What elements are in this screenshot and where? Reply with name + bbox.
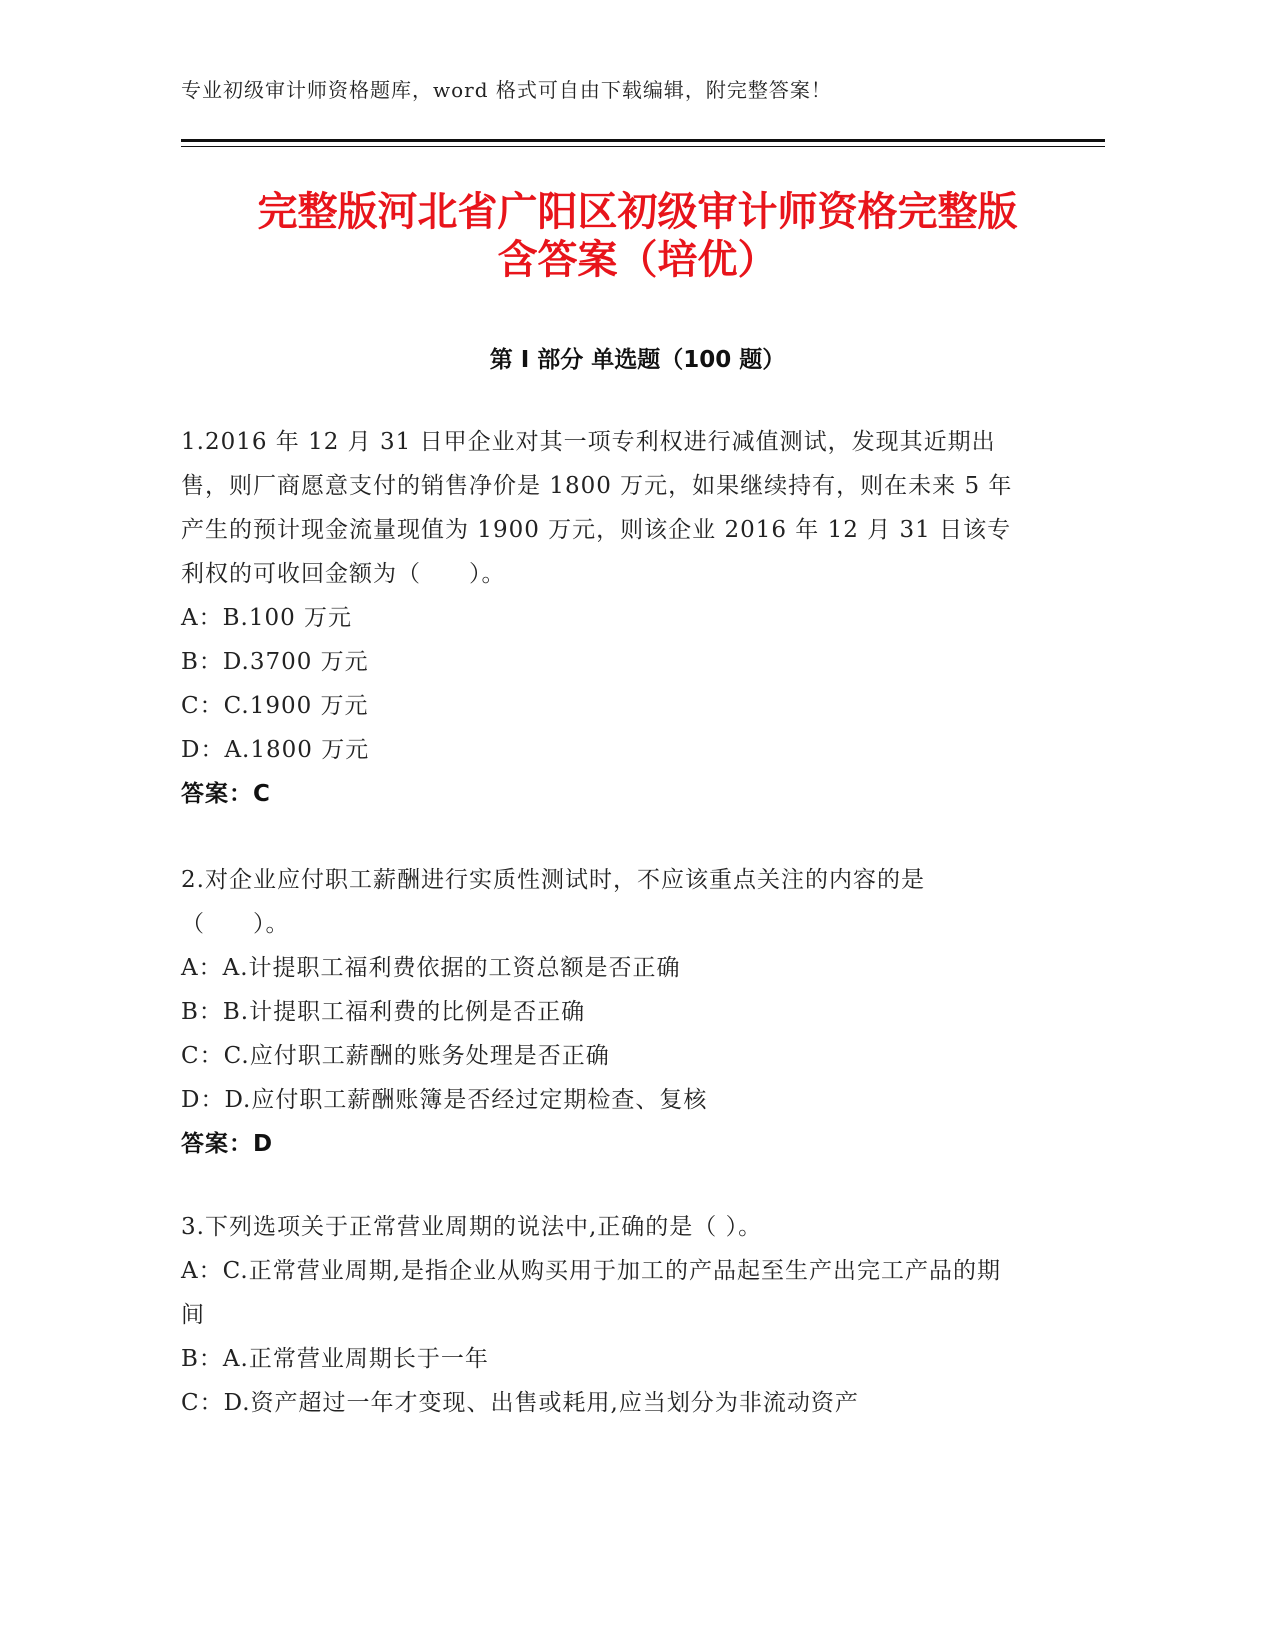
header-rule-thin xyxy=(181,146,1105,147)
section-heading: 第 I 部分 单选题（100 题） xyxy=(489,347,786,373)
option-b: B：A.正常营业周期长于一年 xyxy=(181,1346,489,1372)
question-text: 3.下列选项关于正常营业周期的说法中,正确的是（ ）。 xyxy=(181,1214,763,1240)
question-1 xyxy=(181,420,1021,816)
question-3 xyxy=(181,1205,1021,1425)
question-2 xyxy=(181,858,1021,1166)
option-b: B：D.3700 万元 xyxy=(181,649,369,675)
document-title xyxy=(150,188,1125,284)
option-a: A：A.计提职工福利费依据的工资总额是否正确 xyxy=(181,955,681,981)
answer: 答案：D xyxy=(181,1131,274,1157)
option-d: D：A.1800 万元 xyxy=(181,737,370,763)
option-c: C：C.1900 万元 xyxy=(181,693,369,719)
option-a: A：C.正常营业周期,是指企业从购买用于加工的产品起至生产出完工产品的期间 xyxy=(181,1258,1002,1328)
option-c: C：C.应付职工薪酬的账务处理是否正确 xyxy=(181,1043,610,1069)
question-text: 1.2016 年 12 月 31 日甲企业对其一项专利权进行减值测试，发现其近期出售，则厂商愿意支付的销售净价是 1800 万元，如果继续持有，则在未来 5 年产生的预计现金流量现值为 1900 万元，则该企业 2016 年 12 月 31 日该专利权的可收回金额为（ ）。 xyxy=(181,429,1013,587)
header-note: 专业初级审计师资格题库，word 格式可自由下载编辑，附完整答案！ xyxy=(181,78,832,102)
option-a: A：B.100 万元 xyxy=(181,605,353,631)
answer: 答案：C xyxy=(181,781,271,807)
title-line-1: 完整版河北省广阳区初级审计师资格完整版 xyxy=(257,189,1018,235)
option-c: C：D.资产超过一年才变现、出售或耗用,应当划分为非流动资产 xyxy=(181,1390,859,1416)
question-text: 2.对企业应付职工薪酬进行实质性测试时，不应该重点关注的内容的是（ ）。 xyxy=(181,867,925,937)
title-line-2: 含答案（培优） xyxy=(497,237,778,283)
header-rule-thick xyxy=(181,139,1105,142)
option-d: D：D.应付职工薪酬账簿是否经过定期检查、复核 xyxy=(181,1087,708,1113)
option-b: B：B.计提职工福利费的比例是否正确 xyxy=(181,999,586,1025)
